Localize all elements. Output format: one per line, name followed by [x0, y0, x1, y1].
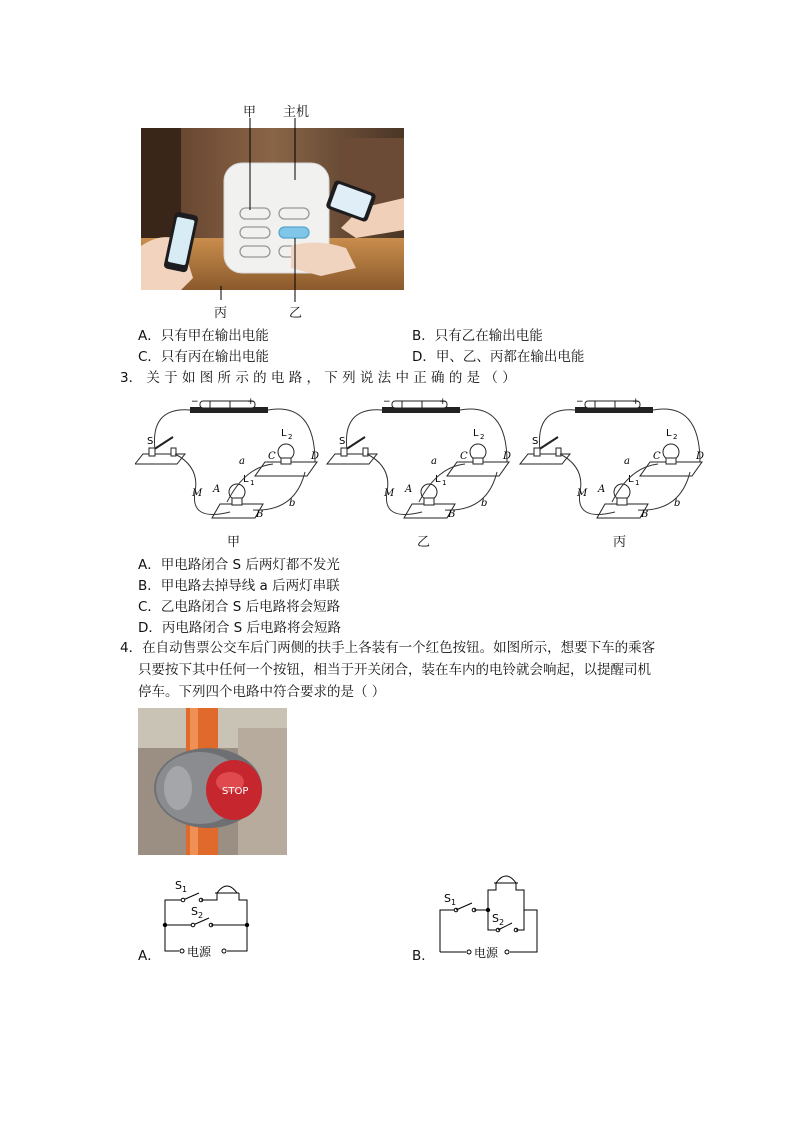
- label-power: 电源: [187, 945, 212, 959]
- circuit-diagram-jia: [135, 397, 319, 520]
- label-s1-sub: 1: [451, 898, 457, 907]
- label-s2-sub: 2: [198, 911, 204, 920]
- q4-circuit-b: [432, 870, 547, 970]
- battery-minus: −: [191, 397, 199, 407]
- q4-option-a-label: A．: [138, 948, 161, 964]
- label-s1: S: [444, 892, 451, 905]
- q4-circuit-a: [155, 875, 265, 970]
- label-s1-sub: 1: [182, 885, 188, 894]
- q3-stem: 3． 关 于 如 图 所 示 的 电 路 ， 下 列 说 法 中 正 确 的 是 （ ）: [120, 370, 516, 386]
- label-power: 电源: [474, 946, 499, 960]
- q2-option-a: A．只有甲在输出电能: [138, 328, 269, 344]
- label-m: M: [192, 488, 203, 499]
- q4-option-b-label: B．: [412, 948, 435, 964]
- label-yi: 乙: [289, 306, 303, 321]
- label-bing: 丙: [214, 306, 228, 321]
- q2-option-d: D．甲、乙、丙都在输出电能: [412, 349, 585, 365]
- label-l2: L: [281, 428, 287, 439]
- stop-button-photo: [138, 708, 287, 855]
- caption-yi: 乙: [417, 535, 431, 550]
- label-a: A: [213, 484, 221, 495]
- caption-jia: 甲: [227, 535, 241, 550]
- label-s1: S: [175, 879, 182, 892]
- label-l1-sub: 1: [250, 479, 255, 487]
- q4-stem-line-1: 4．在自动售票公交车后门两侧的扶手上各装有一个红色按钮。如图所示，想要下车的乘客: [120, 640, 656, 656]
- q3-circuits: [135, 392, 715, 530]
- q3-option-a: A．甲电路闭合 S 后两灯都不发光: [138, 557, 340, 573]
- label-s2: S: [191, 905, 198, 918]
- q2-option-c: C．只有丙在输出电能: [138, 349, 269, 365]
- label-l2-sub: 2: [288, 433, 293, 441]
- label-l1: L: [243, 474, 249, 485]
- q3-option-d: D．丙电路闭合 S 后电路将会短路: [138, 620, 342, 636]
- label-b-point: B: [256, 509, 264, 520]
- battery-plus: +: [247, 397, 255, 407]
- label-s2-sub: 2: [499, 918, 505, 927]
- caption-bing: 丙: [613, 535, 627, 550]
- q2-option-b: B．只有乙在输出电能: [412, 328, 543, 344]
- q4-stem-line-3: 停车。下列四个电路中符合要求的是（ ）: [138, 684, 386, 700]
- label-d: D: [311, 451, 320, 462]
- label-host: 主机: [283, 105, 310, 120]
- label-wire-a: a: [239, 456, 245, 467]
- label-s: S: [147, 436, 154, 447]
- label-jia: 甲: [243, 105, 257, 120]
- q4-stem-line-2: 只要按下其中任何一个按钮，相当于开关闭合，装在车内的电铃就会响起，以提醒司机: [138, 662, 651, 678]
- label-c: C: [268, 451, 276, 462]
- q3-option-c: C．乙电路闭合 S 后电路将会短路: [138, 599, 341, 615]
- stop-text: STOP: [222, 786, 249, 797]
- q3-option-b: B．甲电路去掉导线 a 后两灯串联: [138, 578, 340, 594]
- label-wire-b: b: [289, 498, 296, 509]
- figure1-pointer-lines: [0, 0, 794, 330]
- label-s2: S: [492, 912, 499, 925]
